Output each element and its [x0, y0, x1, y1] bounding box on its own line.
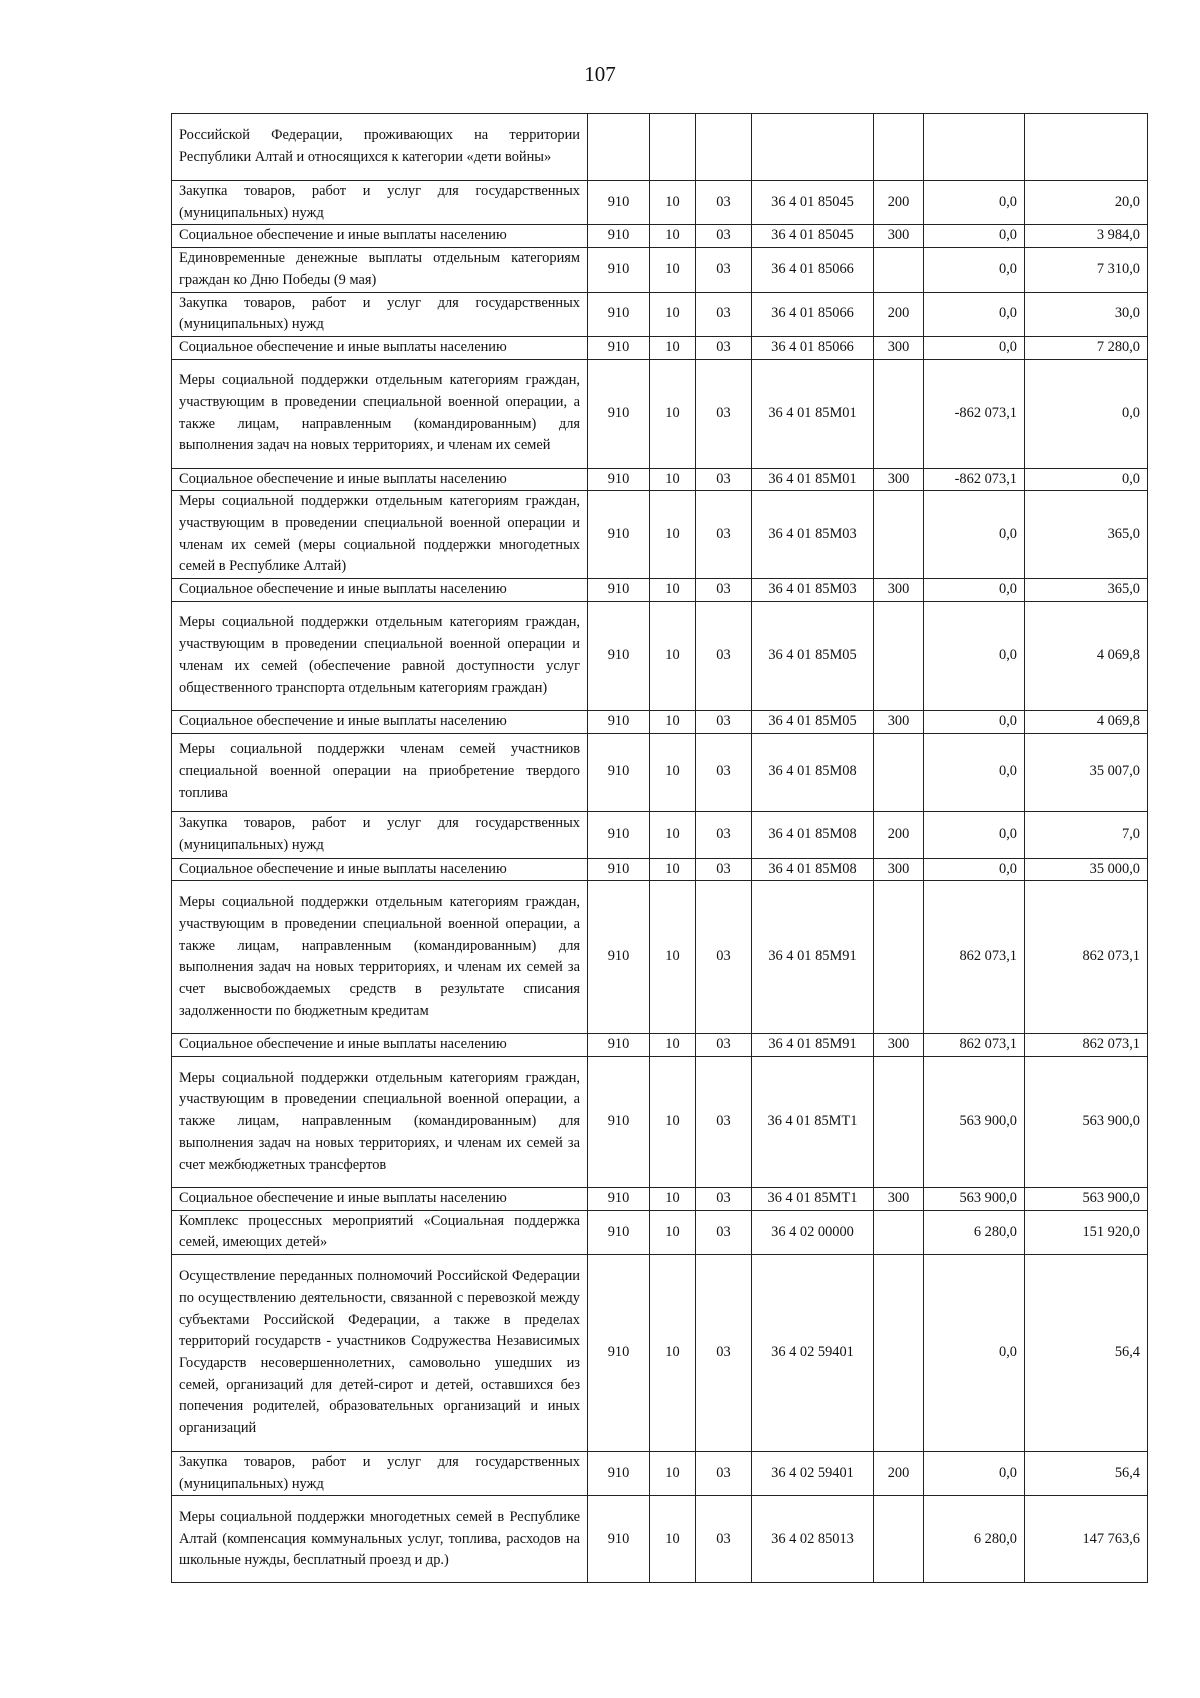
cell-name: Социальное обеспечение и иные выплаты населению	[172, 858, 588, 881]
cell-admin: 910	[588, 336, 650, 359]
cell-admin: 910	[588, 710, 650, 733]
table-row	[172, 336, 1148, 359]
cell-sum-2: 35 007,0	[1025, 733, 1148, 811]
cell-sum-2: 151 920,0	[1025, 1210, 1148, 1254]
cell-admin: 910	[588, 248, 650, 292]
cell-expense-type	[874, 1496, 924, 1583]
table-row	[172, 1452, 1148, 1496]
cell-admin: 910	[588, 733, 650, 811]
cell-section: 10	[650, 1255, 696, 1452]
cell-subsection: 03	[696, 733, 752, 811]
table-row	[172, 1210, 1148, 1254]
cell-admin: 910	[588, 225, 650, 248]
cell-name: Меры социальной поддержки отдельным категориям граждан, участвующим в проведении специальной военной операции и членам их семей (обеспечение равной доступности услуг общественного транспорта отдельным категориям граждан)	[172, 601, 588, 710]
cell-target: 36 4 01 85М05	[752, 601, 874, 710]
cell-name: Социальное обеспечение и иные выплаты населению	[172, 1187, 588, 1210]
cell-expense-type: 200	[874, 181, 924, 225]
cell-section: 10	[650, 811, 696, 858]
cell-target: 36 4 02 59401	[752, 1452, 874, 1496]
cell-section: 10	[650, 1034, 696, 1057]
cell-section: 10	[650, 292, 696, 336]
table-row	[172, 292, 1148, 336]
cell-sum-2: 4 069,8	[1025, 710, 1148, 733]
cell-target: 36 4 01 85М01	[752, 359, 874, 468]
table-row	[172, 1496, 1148, 1583]
cell-name: Меры социальной поддержки отдельным категориям граждан, участвующим в проведении специальной военной операции, а также лицам, направленным (командированным) для выполнения задач на новых территориях, и членам их семей за счет межбюджетных трансфертов	[172, 1056, 588, 1187]
cell-sum-2: 30,0	[1025, 292, 1148, 336]
cell-sum-2: 7,0	[1025, 811, 1148, 858]
cell-name: Закупка товаров, работ и услуг для государственных (муниципальных) нужд	[172, 292, 588, 336]
page-number: 107	[584, 62, 616, 86]
cell-subsection: 03	[696, 1187, 752, 1210]
cell-subsection: 03	[696, 601, 752, 710]
cell-subsection: 03	[696, 1496, 752, 1583]
cell-target: 36 4 02 85013	[752, 1496, 874, 1583]
cell-section: 10	[650, 601, 696, 710]
table-row	[172, 579, 1148, 602]
cell-expense-type	[874, 1255, 924, 1452]
cell-name: Российской Федерации, проживающих на территории Республики Алтай и относящихся к категории «дети войны»	[172, 114, 588, 181]
cell-subsection: 03	[696, 1034, 752, 1057]
cell-target: 36 4 01 85045	[752, 181, 874, 225]
cell-name: Социальное обеспечение и иные выплаты населению	[172, 225, 588, 248]
cell-sum-1: 0,0	[924, 292, 1025, 336]
cell-sum-2: 563 900,0	[1025, 1187, 1148, 1210]
cell-subsection: 03	[696, 710, 752, 733]
cell-name: Меры социальной поддержки отдельным категориям граждан, участвующим в проведении специальной военной операции и членам их семей (меры социальной поддержки многодетных семей в Республике Алтай)	[172, 491, 588, 579]
cell-expense-type	[874, 881, 924, 1034]
cell-admin: 910	[588, 359, 650, 468]
cell-subsection: 03	[696, 1255, 752, 1452]
cell-sum-1: 0,0	[924, 1255, 1025, 1452]
cell-sum-2: 0,0	[1025, 468, 1148, 491]
cell-subsection: 03	[696, 359, 752, 468]
table-row	[172, 491, 1148, 579]
cell-expense-type: 300	[874, 579, 924, 602]
cell-section: 10	[650, 225, 696, 248]
cell-target: 36 4 01 85066	[752, 336, 874, 359]
budget-table	[171, 113, 1148, 1583]
cell-name: Меры социальной поддержки членам семей участников специальной военной операции на приобретение твердого топлива	[172, 733, 588, 811]
cell-admin: 910	[588, 1034, 650, 1057]
cell-expense-type: 200	[874, 1452, 924, 1496]
cell-sum-1: 6 280,0	[924, 1210, 1025, 1254]
table-row	[172, 359, 1148, 468]
cell-name: Социальное обеспечение и иные выплаты населению	[172, 579, 588, 602]
cell-target	[752, 114, 874, 181]
table-row	[172, 114, 1148, 181]
cell-sum-1: 0,0	[924, 181, 1025, 225]
cell-subsection: 03	[696, 1452, 752, 1496]
cell-target: 36 4 01 85045	[752, 225, 874, 248]
cell-subsection: 03	[696, 858, 752, 881]
cell-target: 36 4 02 59401	[752, 1255, 874, 1452]
cell-section: 10	[650, 733, 696, 811]
cell-section: 10	[650, 710, 696, 733]
cell-admin: 910	[588, 1187, 650, 1210]
cell-admin: 910	[588, 292, 650, 336]
cell-section: 10	[650, 1496, 696, 1583]
cell-subsection: 03	[696, 248, 752, 292]
table-row	[172, 248, 1148, 292]
cell-sum-2: 563 900,0	[1025, 1056, 1148, 1187]
cell-sum-1: 0,0	[924, 858, 1025, 881]
cell-admin: 910	[588, 811, 650, 858]
cell-sum-1: 0,0	[924, 733, 1025, 811]
cell-name: Социальное обеспечение и иные выплаты населению	[172, 710, 588, 733]
cell-subsection: 03	[696, 292, 752, 336]
cell-expense-type	[874, 114, 924, 181]
cell-subsection: 03	[696, 491, 752, 579]
cell-expense-type	[874, 491, 924, 579]
cell-expense-type	[874, 733, 924, 811]
table-row	[172, 225, 1148, 248]
cell-sum-1: 0,0	[924, 491, 1025, 579]
cell-sum-2: 56,4	[1025, 1255, 1148, 1452]
cell-admin	[588, 114, 650, 181]
cell-expense-type	[874, 359, 924, 468]
cell-section: 10	[650, 248, 696, 292]
cell-expense-type	[874, 248, 924, 292]
cell-sum-2: 862 073,1	[1025, 1034, 1148, 1057]
cell-expense-type	[874, 1056, 924, 1187]
cell-sum-2: 4 069,8	[1025, 601, 1148, 710]
cell-expense-type: 300	[874, 225, 924, 248]
cell-section: 10	[650, 1056, 696, 1187]
cell-section: 10	[650, 881, 696, 1034]
cell-admin: 910	[588, 491, 650, 579]
cell-name: Социальное обеспечение и иные выплаты населению	[172, 336, 588, 359]
table-row	[172, 710, 1148, 733]
cell-target: 36 4 01 85М91	[752, 1034, 874, 1057]
cell-admin: 910	[588, 468, 650, 491]
table-row	[172, 468, 1148, 491]
cell-name: Закупка товаров, работ и услуг для государственных (муниципальных) нужд	[172, 1452, 588, 1496]
cell-admin: 910	[588, 858, 650, 881]
cell-sum-1: -862 073,1	[924, 359, 1025, 468]
cell-admin: 910	[588, 1210, 650, 1254]
cell-subsection: 03	[696, 1210, 752, 1254]
cell-sum-2: 0,0	[1025, 359, 1148, 468]
cell-section: 10	[650, 491, 696, 579]
cell-expense-type: 300	[874, 336, 924, 359]
cell-section: 10	[650, 1210, 696, 1254]
table-row	[172, 1056, 1148, 1187]
cell-target: 36 4 01 85М08	[752, 733, 874, 811]
cell-subsection: 03	[696, 1056, 752, 1187]
cell-sum-1: 0,0	[924, 710, 1025, 733]
table-row	[172, 1034, 1148, 1057]
cell-admin: 910	[588, 1056, 650, 1187]
cell-admin: 910	[588, 1255, 650, 1452]
cell-admin: 910	[588, 601, 650, 710]
cell-expense-type: 300	[874, 858, 924, 881]
table-row	[172, 601, 1148, 710]
cell-section: 10	[650, 181, 696, 225]
table-row	[172, 881, 1148, 1034]
cell-sum-1: 0,0	[924, 248, 1025, 292]
cell-target: 36 4 01 85066	[752, 292, 874, 336]
cell-name: Закупка товаров, работ и услуг для государственных (муниципальных) нужд	[172, 181, 588, 225]
cell-name: Комплекс процессных мероприятий «Социальная поддержка семей, имеющих детей»	[172, 1210, 588, 1254]
cell-target: 36 4 01 85М05	[752, 710, 874, 733]
cell-subsection: 03	[696, 181, 752, 225]
cell-expense-type: 300	[874, 1187, 924, 1210]
cell-admin: 910	[588, 1452, 650, 1496]
cell-section: 10	[650, 468, 696, 491]
cell-sum-1: 0,0	[924, 225, 1025, 248]
cell-sum-2: 3 984,0	[1025, 225, 1148, 248]
cell-sum-2: 365,0	[1025, 491, 1148, 579]
cell-name: Осуществление переданных полномочий Российской Федерации по осуществлению деятельности, связанной с перевозкой между субъектами Российской Федерации, а также в пределах территорий государств - участников Содружества Независимых Государств несовершеннолетних, самовольно ушедших из семей, организаций для детей-сирот и детей, оставшихся без попечения родителей, образовательных организаций и иных организаций	[172, 1255, 588, 1452]
cell-target: 36 4 01 85М91	[752, 881, 874, 1034]
cell-expense-type: 300	[874, 710, 924, 733]
cell-name: Меры социальной поддержки многодетных семей в Республике Алтай (компенсация коммунальных услуг, топлива, расходов на школьные нужды, бесплатный проезд и др.)	[172, 1496, 588, 1583]
cell-target: 36 4 01 85М08	[752, 858, 874, 881]
cell-name: Меры социальной поддержки отдельным категориям граждан, участвующим в проведении специальной военной операции, а также лицам, направленным (командированным) для выполнения задач на новых территориях, и членам их семей за счет высвобождаемых средств в результате списания задолженности по бюджетным кредитам	[172, 881, 588, 1034]
table-row	[172, 181, 1148, 225]
cell-subsection	[696, 114, 752, 181]
cell-expense-type	[874, 601, 924, 710]
table-body	[172, 114, 1148, 1583]
cell-expense-type	[874, 1210, 924, 1254]
cell-sum-1: -862 073,1	[924, 468, 1025, 491]
cell-expense-type: 300	[874, 468, 924, 491]
cell-sum-2: 7 310,0	[1025, 248, 1148, 292]
cell-name: Меры социальной поддержки отдельным категориям граждан, участвующим в проведении специальной военной операции, а также лицам, направленным (командированным) для выполнения задач на новых территориях, и членам их семей	[172, 359, 588, 468]
cell-subsection: 03	[696, 811, 752, 858]
cell-admin: 910	[588, 1496, 650, 1583]
cell-sum-1: 0,0	[924, 601, 1025, 710]
cell-section: 10	[650, 1187, 696, 1210]
cell-sum-1: 563 900,0	[924, 1056, 1025, 1187]
cell-subsection: 03	[696, 579, 752, 602]
cell-target: 36 4 01 85066	[752, 248, 874, 292]
cell-sum-2: 365,0	[1025, 579, 1148, 602]
cell-sum-2: 7 280,0	[1025, 336, 1148, 359]
cell-subsection: 03	[696, 336, 752, 359]
cell-sum-1: 0,0	[924, 336, 1025, 359]
cell-target: 36 4 02 00000	[752, 1210, 874, 1254]
cell-admin: 910	[588, 579, 650, 602]
cell-target: 36 4 01 85М01	[752, 468, 874, 491]
cell-sum-1: 0,0	[924, 1452, 1025, 1496]
cell-section: 10	[650, 359, 696, 468]
cell-section: 10	[650, 336, 696, 359]
cell-sum-2	[1025, 114, 1148, 181]
cell-sum-1: 0,0	[924, 579, 1025, 602]
cell-name: Единовременные денежные выплаты отдельным категориям граждан ко Дню Победы (9 мая)	[172, 248, 588, 292]
table-row	[172, 858, 1148, 881]
cell-sum-2: 862 073,1	[1025, 881, 1148, 1034]
cell-sum-1	[924, 114, 1025, 181]
cell-section: 10	[650, 579, 696, 602]
cell-target: 36 4 01 85М03	[752, 491, 874, 579]
cell-subsection: 03	[696, 881, 752, 1034]
cell-expense-type: 300	[874, 1034, 924, 1057]
cell-target: 36 4 01 85МТ1	[752, 1187, 874, 1210]
cell-sum-1: 862 073,1	[924, 1034, 1025, 1057]
cell-sum-1: 563 900,0	[924, 1187, 1025, 1210]
cell-section	[650, 114, 696, 181]
cell-subsection: 03	[696, 225, 752, 248]
cell-section: 10	[650, 1452, 696, 1496]
cell-sum-2: 147 763,6	[1025, 1496, 1148, 1583]
cell-subsection: 03	[696, 468, 752, 491]
table-row	[172, 733, 1148, 811]
cell-section: 10	[650, 858, 696, 881]
cell-admin: 910	[588, 181, 650, 225]
cell-sum-2: 56,4	[1025, 1452, 1148, 1496]
cell-sum-1: 862 073,1	[924, 881, 1025, 1034]
table-row	[172, 1255, 1148, 1452]
cell-target: 36 4 01 85М03	[752, 579, 874, 602]
cell-expense-type: 200	[874, 292, 924, 336]
table-row	[172, 811, 1148, 858]
cell-name: Закупка товаров, работ и услуг для государственных (муниципальных) нужд	[172, 811, 588, 858]
cell-target: 36 4 01 85МТ1	[752, 1056, 874, 1187]
cell-name: Социальное обеспечение и иные выплаты населению	[172, 468, 588, 491]
cell-name: Социальное обеспечение и иные выплаты населению	[172, 1034, 588, 1057]
cell-sum-2: 20,0	[1025, 181, 1148, 225]
cell-sum-1: 6 280,0	[924, 1496, 1025, 1583]
cell-admin: 910	[588, 881, 650, 1034]
cell-target: 36 4 01 85М08	[752, 811, 874, 858]
cell-sum-1: 0,0	[924, 811, 1025, 858]
cell-expense-type: 200	[874, 811, 924, 858]
cell-sum-2: 35 000,0	[1025, 858, 1148, 881]
table-row	[172, 1187, 1148, 1210]
